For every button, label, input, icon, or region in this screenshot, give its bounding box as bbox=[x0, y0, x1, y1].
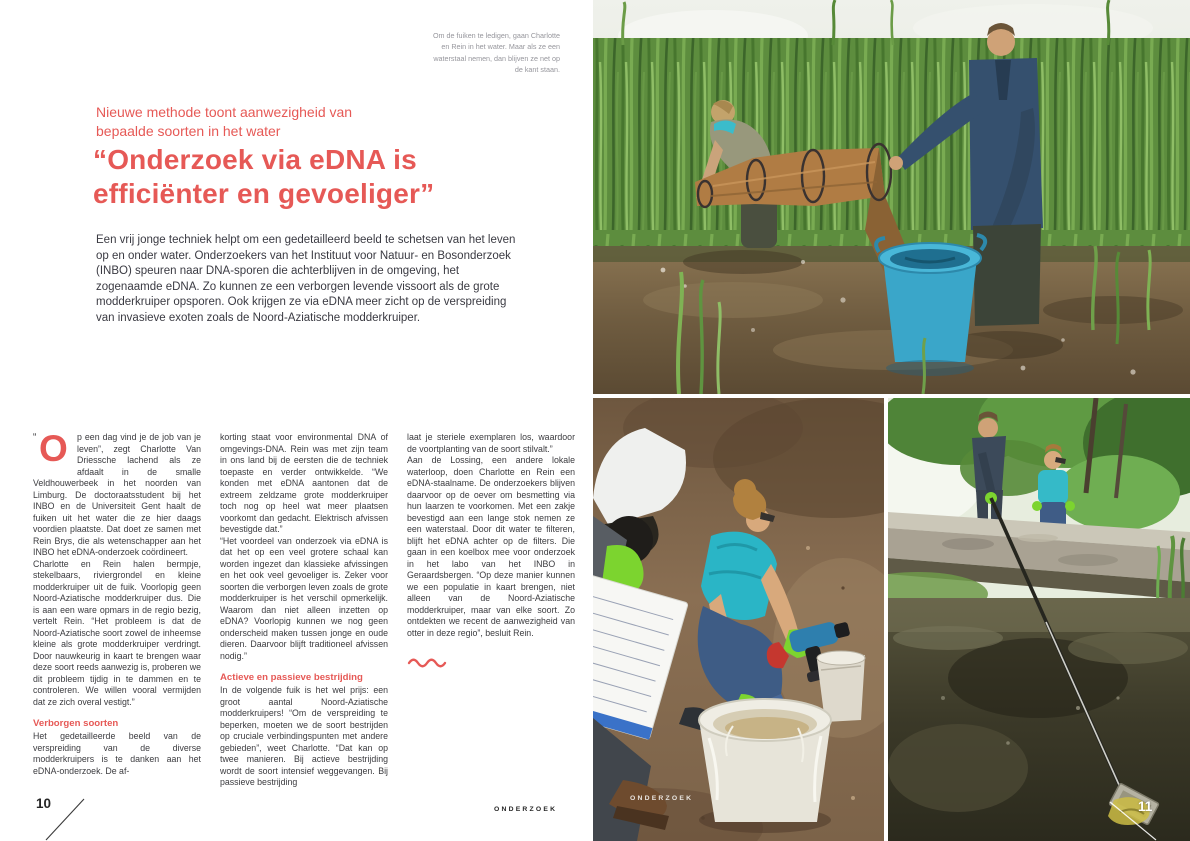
photo-filtering-sample bbox=[593, 398, 884, 841]
paragraph: Het gedetailleerde beeld van de verspreiding van de diverse modderkruipers is te danken aan het eDNA-onderzoek. De af- bbox=[33, 731, 201, 776]
slash-mark-icon-right bbox=[1104, 800, 1162, 841]
footer-section-label-left: ONDERZOEK bbox=[494, 806, 558, 813]
paragraph-text: p een dag vind je de job van je leven”, zegt Charlotte Van Driessche lachend als ze afdaalt in de smalle Veldhouwerbeek in het noorden van Limburg. De doctoraatsstudent bij het INBO en de Universiteit Gent haalt de fuiken uit het water die ze hier daags voordien plaatste. Dat doet ze samen met Rein Brys, die als wetenschapper aan het INBO het eDNA-onderzoek coördineert. bbox=[33, 432, 201, 557]
photo-fyke-net-stream bbox=[593, 0, 1190, 394]
paragraph: Aan de Lossing, een andere lokale waterloop, doen Charlotte en Rein een eDNA-staalname. De onderzoekers blijven daarvoor op de oever om besmetting via hun laarzen te voorkomen. Met een zakje bevestigd aan een lange stok nemen ze een waterstaal. Door dit water te filteren, blijft het eDNA achter op de filters. Die gaan in een koelbox mee voor onderzoek in het labo van het INBO in Geraardsbergen. “Op deze manier kunnen we een populatie in kaart brengen, niet alleen van de Noord-Aziatische modderkruiper, maar van elke soort. Zo ontdekten we recent de aanwezigheid van otter in deze regio”, besluit Rein. bbox=[407, 455, 575, 638]
section-heading: Actieve en passieve bestrijding bbox=[220, 672, 363, 683]
page-number-right: 11 bbox=[1138, 799, 1153, 814]
article-column-2 bbox=[220, 432, 388, 789]
dropcap-quote: “ bbox=[33, 432, 37, 443]
paragraph: Charlotte en Rein halen bermpje, stekelbaars, riviergrondel en kleine modderkruiper uit de fuik. Voorlopig geen Noord-Aziatische modderkruiper dus. Die is aan een ware opmars in de regio bezig, vertelt Rein. “Het probleem is dat de Noord-Aziatische soort zowel de inheemse kleine als grote modderkruiper verdringt. Door nauwkeurig in kaart te brengen waar deze soort reeds aanwezig is, proberen we dit probleem tijdig in te dammen en te controleren. We willen vooral vermijden dat ze zich overal vestigt.” bbox=[33, 558, 201, 707]
photo-bridge-pole-sampling-art bbox=[888, 398, 1190, 841]
paragraph bbox=[33, 428, 201, 559]
photo-bridge-pole-sampling bbox=[888, 398, 1190, 841]
photo-caption: Om de fuiken te ledigen, gaan Charlotte en Rein in het water. Maar als ze een waterstaal nemen, dan blijven ze net op de kant staan. bbox=[432, 31, 560, 75]
section-heading: Verborgen soorten bbox=[33, 718, 119, 729]
article-kicker: Nieuwe methode toont aanwezigheid van bepaalde soorten in het water bbox=[96, 104, 353, 139]
page-number-left: 10 bbox=[36, 796, 52, 811]
article-column-1 bbox=[33, 428, 201, 789]
photo-fyke-net-stream-art bbox=[593, 0, 1190, 394]
paragraph: In de volgende fuik is het wel prijs: een groot aantal Noord-Aziatische modderkruipers! “Om de verspreiding te beperken, moeten we de soort bestrijden op cruciale verbindingspunten met andere gebieden”, weet Charlotte. “Dat kan op twee manieren. Bij actieve bestrijding wordt de soort intensief weggevangen. Bij passieve bestrijding bbox=[220, 685, 388, 787]
squiggle-icon bbox=[407, 654, 447, 668]
article-body bbox=[33, 428, 576, 789]
photo-filtering-sample-art bbox=[593, 398, 884, 841]
slash-mark-icon bbox=[42, 796, 102, 841]
paragraph: korting staat voor environmental DNA of omgevings-DNA. Rein was met zijn team in ons land bij de eersten die de techniek toepaste en verder ontwikkelde. “We konden met eDNA aantonen dat de extreem zeldzame grote modderkruiper toch nog op heel wat meer plaatsen voorkomt dan gedacht. Elektrisch afvissen bevestigde dat.” bbox=[220, 432, 388, 534]
paragraph: “Het voordeel van onderzoek via eDNA is dat het op een veel grotere schaal kan worden ingezet dan klassieke afvissingen en het ook veel gevoeliger is. Zeker voor soorten die verborgen leven zoals de grote modderkruiper is het verschil opmerkelijk. Waarom dan niet alleen inzetten op eDNA? Voorlopig kunnen we nog geen onderscheid maken tussen jonge en oude dieren. Daarvoor blijft traditioneel afvissen nodig.” bbox=[220, 535, 388, 661]
article-headline: “Onderzoek via eDNA is efficiënter en gevoeliger” bbox=[93, 144, 435, 209]
dropcap-letter: O bbox=[39, 428, 68, 469]
paragraph: laat je steriele exemplaren los, waardoor de voortplanting van de soort stilvalt.” bbox=[407, 432, 575, 454]
footer-section-label-right: ONDERZOEK bbox=[630, 795, 694, 802]
article-column-3 bbox=[407, 432, 575, 789]
dropcap bbox=[33, 428, 73, 469]
article-intro: Een vrij jonge techniek helpt om een gedetailleerd beeld te schetsen van het leven op en onder water. Onderzoekers van het Instituut voor Natuur- en Bosonderzoek (INBO) speuren naar DNA-sporen die achterblijven in de omgeving, het zogenaamde eDNA. Zo kunnen ze een verborgen levende vissoort als de grote modderkruiper opsporen. Ook krijgen ze via eDNA meer zicht op de verspreiding van invasieve exoten zoals de Noord-Aziatische modderkruiper. bbox=[96, 234, 516, 324]
